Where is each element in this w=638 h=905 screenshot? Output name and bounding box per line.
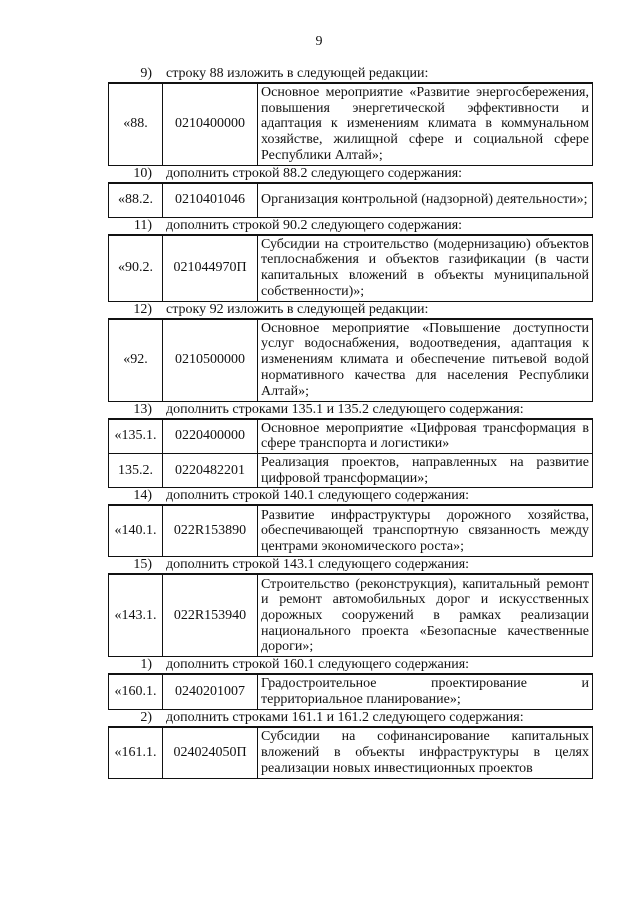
budget-code: 022R153940 (163, 575, 258, 657)
row-description: Организация контрольной (надзорной) деятельности»; (258, 183, 593, 217)
instruction-line (108, 218, 593, 235)
budget-code: 021044970П (163, 235, 258, 301)
row-description: Градостроительное проектирование и территориальное планирование»; (258, 675, 593, 709)
budget-code: 0210500000 (163, 319, 258, 401)
row-description: Субсидии на строительство (модернизацию) объектов теплоснабжения и объектов газификации (в части капитальных вложений в объекты муниципальной собственности)»; (258, 235, 593, 301)
table-row (109, 419, 593, 453)
instruction-line (108, 710, 593, 727)
instruction-text: дополнить строками 135.1 и 135.2 следующего содержания: (166, 401, 524, 417)
table-row (109, 319, 593, 401)
budget-code: 0210400000 (163, 84, 258, 166)
budget-code: 0220482201 (163, 453, 258, 487)
budget-code: 0210401046 (163, 183, 258, 217)
row-number: «160.1. (109, 675, 163, 709)
amendment-table (108, 419, 593, 489)
amendment-table (108, 505, 593, 557)
instruction-text: строку 88 изложить в следующей редакции: (166, 66, 429, 81)
instruction-text: дополнить строкой 160.1 следующего содержания: (166, 657, 470, 673)
instruction-number: 9) (140, 66, 152, 81)
instruction-line (108, 302, 593, 319)
instruction-line (108, 66, 593, 83)
instruction-text: дополнить строкой 88.2 следующего содержания: (166, 165, 463, 181)
table-row (109, 235, 593, 301)
row-number: «135.1. (109, 419, 163, 453)
instruction-number: 2) (140, 709, 152, 725)
row-description: Развитие инфраструктуры дорожного хозяйства, обеспечивающей транспортную связанность между центрами экономического роста»; (258, 506, 593, 557)
row-description: Основное мероприятие «Развитие энергосбережения, повышения энергетической эффективности и адаптация к изменениям климата в коммунальном хозяйстве, жилищной сфере и социальной сфере Республики Алтай»; (258, 84, 593, 166)
budget-code: 0220400000 (163, 419, 258, 453)
instruction-number: 13) (133, 401, 152, 417)
row-number: «88.2. (109, 183, 163, 217)
instruction-text: дополнить строками 161.1 и 161.2 следующего содержания: (166, 709, 524, 725)
instruction-text: дополнить строкой 143.1 следующего содержания: (166, 557, 470, 573)
instruction-line (108, 657, 593, 674)
table-row (109, 506, 593, 557)
instruction-number: 10) (133, 165, 152, 181)
budget-code: 0240201007 (163, 675, 258, 709)
instruction-number: 1) (140, 657, 152, 673)
table-row (109, 675, 593, 709)
instruction-line (108, 488, 593, 505)
amendment-table (108, 674, 593, 709)
row-description: Реализация проектов, направленных на развитие цифровой трансформации»; (258, 453, 593, 487)
table-row (109, 575, 593, 657)
row-description: Основное мероприятие «Повышение доступности услуг водоснабжения, водоотведения, адаптация к изменениям климата и обеспечение питьевой водой нормативного качества для населения Республики Алтай»; (258, 319, 593, 401)
amendment-table (108, 235, 593, 302)
amendment-table (108, 83, 593, 166)
row-number: «88. (109, 84, 163, 166)
row-number: «140.1. (109, 506, 163, 557)
instruction-number: 15) (133, 557, 152, 573)
row-description: Основное мероприятие «Цифровая трансформация в сфере транспорта и логистики» (258, 419, 593, 453)
document-body (108, 66, 593, 779)
table-row (109, 84, 593, 166)
table-row (109, 727, 593, 778)
instruction-line (108, 557, 593, 574)
row-number: «143.1. (109, 575, 163, 657)
amendment-table (108, 319, 593, 402)
instruction-number: 12) (133, 301, 152, 317)
instruction-text: дополнить строкой 90.2 следующего содержания: (166, 217, 463, 233)
row-description: Строительство (реконструкция), капитальный ремонт и ремонт автомобильных дорог и искусственных дорожных сооружений в рамках реализации национального проекта «Безопасные качественные дороги»; (258, 575, 593, 657)
instruction-number: 11) (133, 217, 152, 233)
instruction-line (108, 402, 593, 419)
row-description: Субсидии на софинансирование капитальных вложений в объекты инфраструктуры в целях реализации новых инвестиционных проектов (258, 727, 593, 778)
instruction-text: дополнить строкой 140.1 следующего содержания: (166, 488, 470, 504)
budget-code: 024024050П (163, 727, 258, 778)
row-number: «92. (109, 319, 163, 401)
instruction-text: строку 92 изложить в следующей редакции: (166, 301, 429, 317)
amendment-table (108, 727, 593, 779)
table-row (109, 453, 593, 487)
page-number: 9 (315, 34, 323, 49)
row-number: 135.2. (109, 453, 163, 487)
row-number: «90.2. (109, 235, 163, 301)
instruction-line (108, 166, 593, 183)
instruction-number: 14) (133, 488, 152, 504)
amendment-table (108, 183, 593, 218)
table-row (109, 183, 593, 217)
amendment-table (108, 574, 593, 657)
budget-code: 022R153890 (163, 506, 258, 557)
row-number: «161.1. (109, 727, 163, 778)
